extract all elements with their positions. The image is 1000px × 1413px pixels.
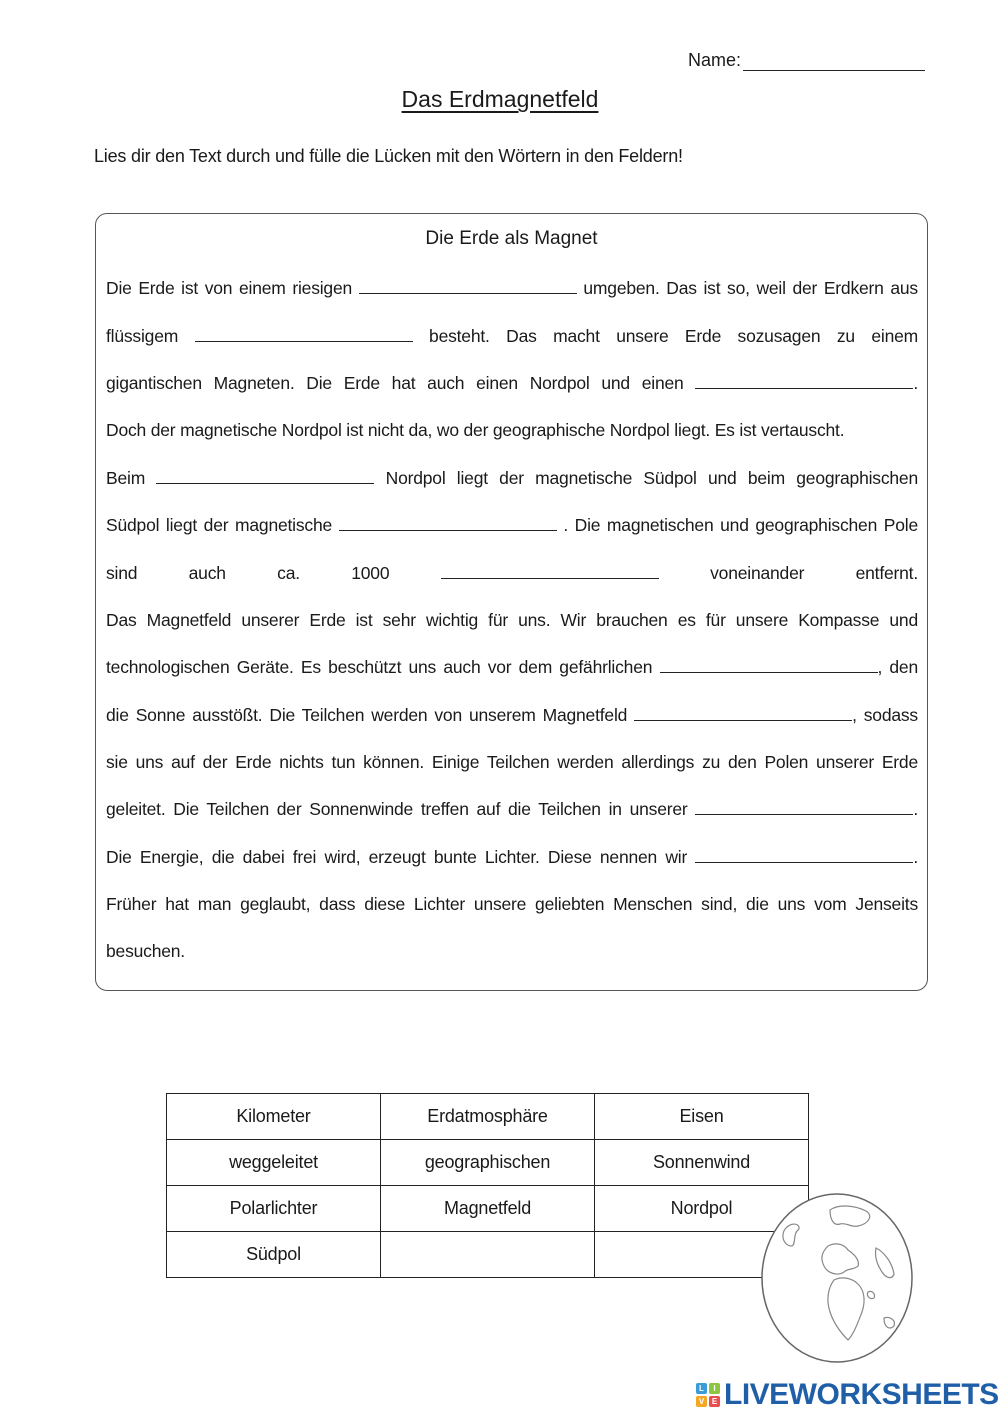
text-line [106,939,918,963]
text-segment: Die Erde ist von einem riesigen [106,278,353,298]
blank-field[interactable] [660,657,878,673]
liveworksheets-logo [696,1378,999,1412]
text-segment: Südpol liegt der magnetische [106,515,333,535]
word-bank-cell[interactable]: Kilometer [167,1094,381,1140]
name-input[interactable] [743,52,925,71]
name-label: Name: [688,50,742,70]
text-segment: Beim [106,468,146,488]
word-bank-cell[interactable]: Nordpol [595,1186,809,1232]
text-segment: gigantischen Magneten. Die Erde hat auch einen Nordpol und einen [106,373,684,393]
blank-field[interactable] [695,799,913,815]
blank-field[interactable] [695,847,913,863]
text-line [106,561,918,585]
worksheet-title: Das Erdmagnetfeld [401,86,599,112]
text-segment: umgeben. Das ist so, weil der Erdkern aus [583,278,918,298]
word-bank-row [167,1232,809,1278]
text-segment: , den [877,657,918,677]
text-segment: . [913,799,918,819]
text-line [106,276,918,300]
text-segment: . Die magnetischen und geographischen Pole [563,515,918,535]
word-bank-cell[interactable]: weggeleitet [167,1140,381,1186]
word-bank-cell[interactable]: Erdatmosphäre [381,1094,595,1140]
text-segment: flüssigem [106,326,179,346]
text-segment: Die Energie, die dabei frei wird, erzeugt bunte Lichter. Diese nennen wir [106,847,688,867]
blank-field[interactable] [339,515,557,531]
word-bank-cell[interactable]: Polarlichter [167,1186,381,1232]
word-bank-cell[interactable]: Magnetfeld [381,1186,595,1232]
text-segment: sind auch ca. 1000 [106,563,390,583]
text-line [106,371,918,395]
text-segment: technologischen Geräte. Es beschützt uns auch vor dem gefährlichen [106,657,653,677]
text-segment: . [913,847,918,867]
text-segment: . [913,373,918,393]
word-bank-cell [381,1232,595,1278]
text-line [106,466,918,490]
word-bank-cell[interactable]: Südpol [167,1232,381,1278]
earth-globe-icon [758,1188,916,1364]
text-line [106,513,918,537]
text-line [106,892,918,916]
text-segment: Das Magnetfeld unserer Erde ist sehr wichtig für uns. Wir brauchen es für unsere Kompasse und [106,610,918,630]
text-segment: die Sonne ausstößt. Die Teilchen werden von unserem Magnetfeld [106,705,628,725]
blank-field[interactable] [634,705,852,721]
text-line [106,608,918,632]
text-box [95,213,928,991]
text-segment: Früher hat man geglaubt, dass diese Lichter unsere geliebten Menschen sind, die uns vom Jenseits [106,894,918,914]
box-title: Die Erde als Magnet [425,228,598,249]
blank-field[interactable] [359,278,577,294]
blank-field[interactable] [441,563,659,579]
logo-squares-icon [696,1383,720,1407]
text-line [106,418,918,442]
blank-field[interactable] [195,326,413,342]
text-line [106,797,918,821]
text-segment: voneinander entfernt. [710,563,918,583]
text-segment: besteht. Das macht unsere Erde sozusagen zu einem [429,326,919,346]
text-line [106,703,918,727]
text-segment: , sodass [852,705,918,725]
logo-text: LIVEWORKSHEETS [724,1378,999,1411]
word-bank-table [166,1093,809,1278]
blank-field[interactable] [695,373,913,389]
logo-square: V [696,1396,707,1407]
name-field [688,50,925,71]
word-bank-cell[interactable]: geographischen [381,1140,595,1186]
text-line [106,750,918,774]
text-line [106,845,918,869]
logo-square: L [696,1383,707,1394]
logo-square: I [709,1383,720,1394]
word-bank-row [167,1186,809,1232]
word-bank-row [167,1140,809,1186]
text-segment: Nordpol liegt der magnetische Südpol und beim geographischen [385,468,918,488]
word-bank-cell[interactable]: Eisen [595,1094,809,1140]
word-bank-cell[interactable]: Sonnenwind [595,1140,809,1186]
text-segment: geleitet. Die Teilchen der Sonnenwinde treffen auf die Teilchen in unserer [106,799,688,819]
instruction-text: Lies dir den Text durch und fülle die Lücken mit den Wörtern in den Feldern! [94,146,683,166]
text-line [106,324,918,348]
text-segment: besuchen. [106,941,185,961]
logo-square: E [709,1396,720,1407]
text-segment: Doch der magnetische Nordpol ist nicht da, wo der geographische Nordpol liegt. Es ist vertauscht. [106,420,845,440]
blank-field[interactable] [156,468,374,484]
word-bank-row [167,1094,809,1140]
text-line [106,655,918,679]
text-segment: sie uns auf der Erde nichts tun können. Einige Teilchen werden allerdings zu den Polen unserer Erde [106,752,918,772]
